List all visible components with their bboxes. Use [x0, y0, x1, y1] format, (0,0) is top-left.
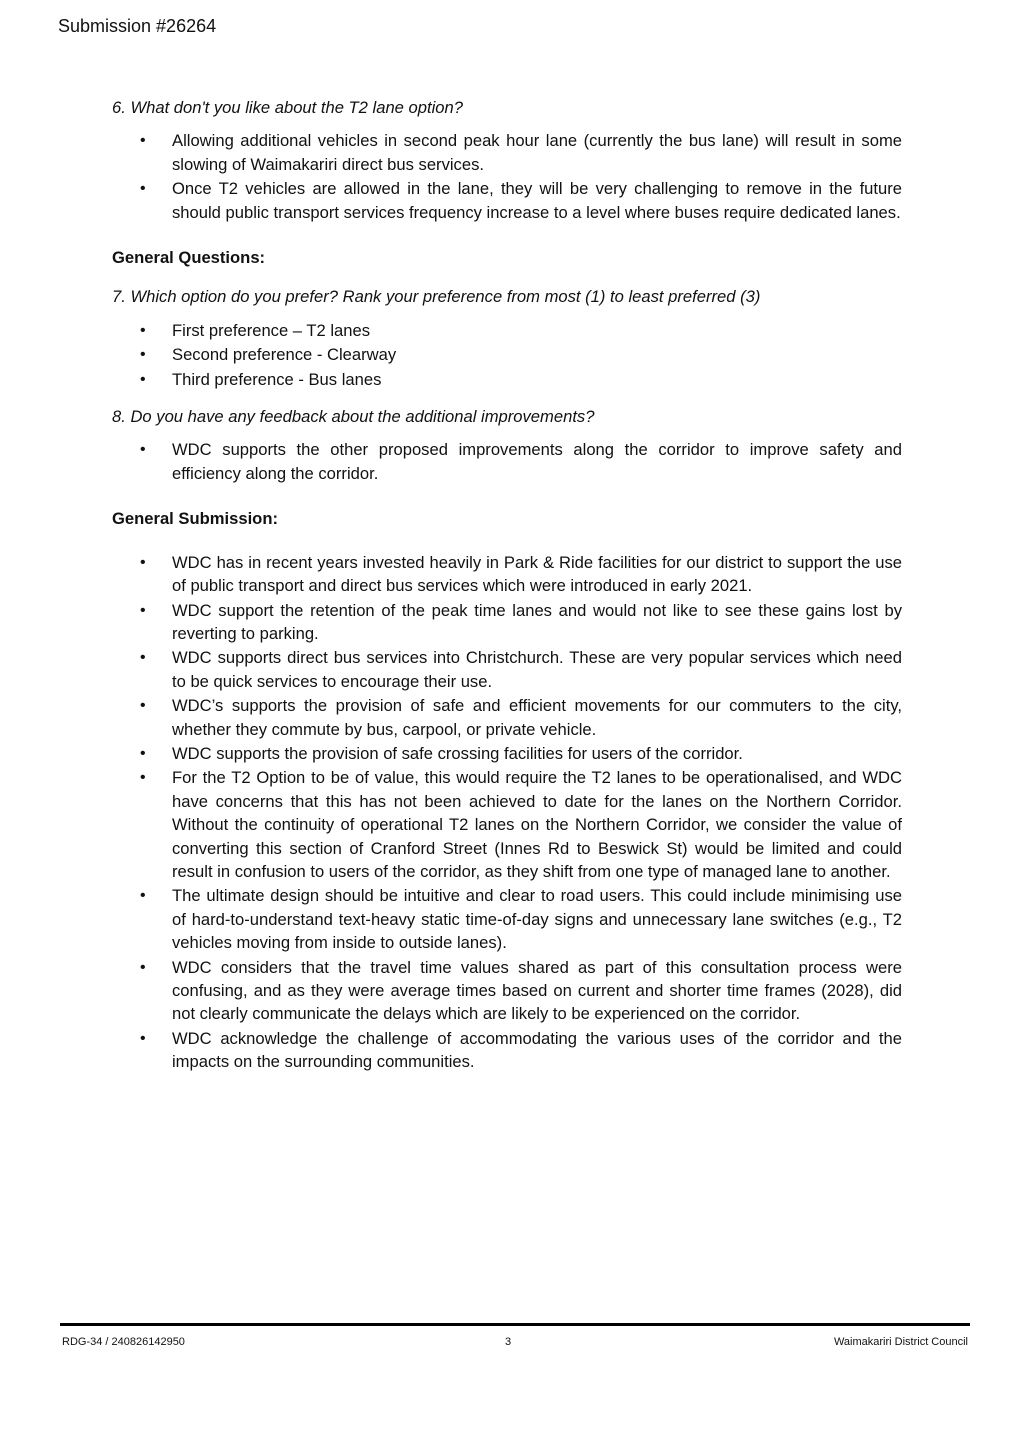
- list-item: [112, 694, 902, 741]
- list-item-text: Second preference - Clearway: [172, 345, 397, 365]
- list-item: [112, 766, 902, 883]
- list-item-text: WDC support the retention of the peak time lanes and would not like to see these gains lost by reverting to parking.: [172, 600, 902, 643]
- list-item-text: WDC’s supports the provision of safe and efficient movements for our commuters to the city, whether they commute by bus, carpool, or private vehicle.: [172, 696, 902, 739]
- list-item: [112, 646, 902, 693]
- footer-divider: [60, 1323, 970, 1326]
- list-item-text: WDC acknowledge the challenge of accommodating the various uses of the corridor and the impacts on the surrounding communities.: [172, 1028, 902, 1072]
- bullet-icon: •: [140, 697, 146, 715]
- bullet-icon: •: [140, 346, 146, 364]
- list-item-text: WDC supports direct bus services into Christchurch. These are very popular services which need to be quick services to encourage their use.: [172, 648, 902, 691]
- bullet-icon: •: [140, 769, 146, 787]
- list-item-text: First preference – T2 lanes: [172, 320, 370, 340]
- list-item: [112, 884, 902, 954]
- list-item-text: WDC supports the provision of safe crossing facilities for users of the corridor.: [172, 743, 743, 763]
- list-item: [112, 551, 902, 598]
- list-item: [112, 319, 902, 342]
- list-item: [112, 438, 902, 485]
- list-item-text: Allowing additional vehicles in second peak hour lane (currently the bus lane) will result in some slowing of Waimakariri direct bus services.: [172, 131, 902, 174]
- bullet-icon: •: [140, 1029, 146, 1047]
- list-item-text: Third preference - Bus lanes: [172, 369, 382, 389]
- question-6-answers: [112, 129, 902, 224]
- general-submission-heading: General Submission:: [112, 509, 278, 529]
- list-item-text: WDC supports the other proposed improvements along the corridor to improve safety and efficiency along the corridor.: [172, 440, 902, 483]
- list-item: [112, 599, 902, 646]
- submission-header: Submission #26264: [58, 16, 217, 36]
- list-item-text: The ultimate design should be intuitive and clear to road users. This could include minimising use of hard-to-understand text-heavy static time-of-day signs and unnecessary lane switches (e.g., T2 vehicles moving from inside to outside lanes).: [172, 886, 902, 953]
- list-item: [112, 343, 902, 366]
- footer-organisation: Waimakariri District Council: [833, 1336, 968, 1348]
- list-item: [112, 1027, 902, 1074]
- bullet-icon: •: [140, 601, 146, 619]
- list-item-text: For the T2 Option to be of value, this would require the T2 lanes to be operationalised, and WDC have concerns that this has not been achieved to date for the lanes on the Northern Corridor. Without the continuity of operational T2 lanes on the Northern Corridor, we consider the value of converting this section of Cranford Street (Innes Rd to Beswick St) would be limited and could result in confusion to users of the corridor, as they shift from one type of managed lane to another.: [172, 768, 902, 881]
- list-item-text: WDC considers that the travel time values shared as part of this consultation process were confusing, and as they were average times based on current and shorter time frames (2028), did not clearly communicate the delays which are likely to be experienced on the corridor.: [172, 957, 902, 1024]
- list-item: [112, 129, 902, 176]
- bullet-icon: •: [140, 553, 146, 571]
- bullet-icon: •: [140, 132, 146, 150]
- question-8: 8. Do you have any feedback about the additional improvements?: [112, 407, 595, 427]
- footer-page-number: 3: [505, 1336, 512, 1348]
- list-item: [112, 368, 902, 391]
- footer-doc-ref: RDG-34 / 240826142950: [62, 1336, 185, 1348]
- bullet-icon: •: [140, 887, 146, 905]
- list-item: [112, 177, 902, 224]
- bullet-icon: •: [140, 441, 146, 459]
- question-8-answers: [112, 438, 902, 485]
- bullet-icon: •: [140, 744, 146, 762]
- list-item-text: WDC has in recent years invested heavily in Park & Ride facilities for our district to support the use of public transport and direct bus services which were introduced in early 2021.: [172, 552, 902, 596]
- list-item-text: Once T2 vehicles are allowed in the lane, they will be very challenging to remove in the future should public transport services frequency increase to a level where buses require dedicated lanes.: [172, 179, 902, 222]
- bullet-icon: •: [140, 649, 146, 667]
- list-item: [112, 742, 902, 765]
- question-6: 6. What don't you like about the T2 lane option?: [112, 98, 463, 117]
- bullet-icon: •: [140, 958, 146, 976]
- document-body: [112, 96, 902, 1088]
- general-questions-heading: General Questions:: [112, 248, 266, 268]
- question-7-answers: [112, 319, 902, 391]
- bullet-icon: •: [140, 180, 146, 198]
- list-item: [112, 956, 902, 1026]
- general-submission-points: [112, 551, 902, 1074]
- bullet-icon: •: [140, 321, 146, 339]
- question-7: 7. Which option do you prefer? Rank your preference from most (1) to least preferred (3): [112, 287, 761, 307]
- bullet-icon: •: [140, 370, 146, 388]
